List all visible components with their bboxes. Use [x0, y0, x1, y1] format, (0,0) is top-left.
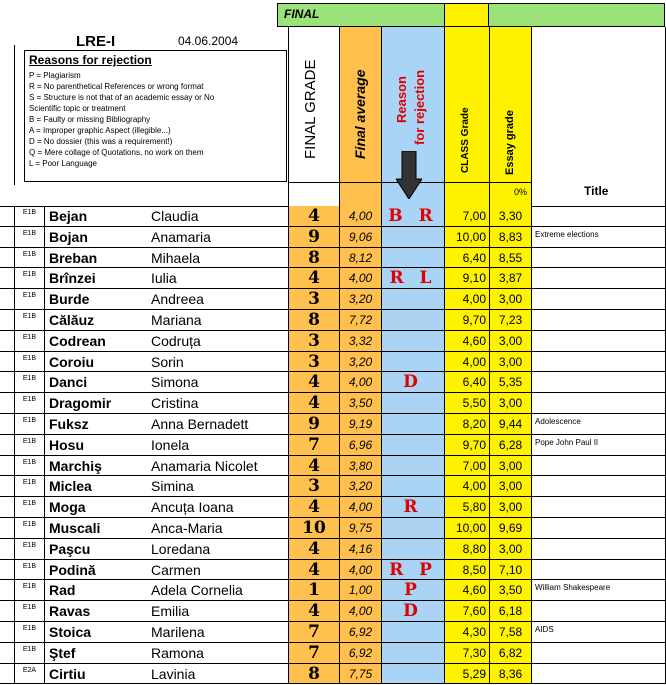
first-name-cell: Loredana	[151, 540, 211, 557]
final-average-cell: 3,20	[339, 289, 381, 309]
class-grade-cell: 10,00	[444, 518, 489, 538]
final-average-label: Final average	[352, 69, 368, 159]
surname-cell: Cirtiu	[44, 664, 148, 684]
essay-grade-cell: 6,28	[489, 435, 531, 455]
table-row	[0, 560, 666, 581]
title-header	[531, 27, 666, 206]
final-grade-cell: 4	[288, 268, 339, 288]
reason-label-2: for rejection	[412, 69, 427, 145]
class-grade-cell: 4,00	[444, 352, 489, 372]
essay-grade-cell: 3,00	[489, 456, 531, 476]
final-average-cell: 4,16	[339, 539, 381, 559]
table-row	[0, 248, 666, 269]
surname-cell: Stoica	[44, 622, 148, 642]
title-column-label: Title	[584, 184, 609, 198]
reason-cell	[381, 643, 444, 663]
final-average-header	[339, 27, 381, 206]
legend-item: P = Plagiarism	[29, 71, 81, 80]
final-grade-cell: 8	[288, 248, 339, 268]
reason-cell: B R	[381, 206, 444, 226]
group-cell: E1B	[14, 497, 44, 517]
title-cell: AIDS	[531, 622, 666, 642]
final-average-cell: 6,92	[339, 643, 381, 663]
title-cell: Pope John Paul II	[531, 435, 666, 455]
essay-grade-cell: 7,23	[489, 310, 531, 330]
table-row	[0, 539, 666, 560]
reason-cell: R	[381, 497, 444, 517]
surname-cell: Fuksz	[44, 414, 148, 434]
legend-title: Reasons for rejection	[29, 53, 152, 67]
group-cell: E1B	[14, 393, 44, 413]
essay-grade-header	[489, 27, 531, 206]
final-average-cell: 4,00	[339, 206, 381, 226]
table-row	[0, 331, 666, 352]
title-cell	[531, 248, 666, 268]
table-row	[0, 664, 666, 685]
final-grade-cell: 3	[288, 331, 339, 351]
final-average-cell: 3,50	[339, 393, 381, 413]
title-cell	[531, 310, 666, 330]
final-average-cell: 3,20	[339, 352, 381, 372]
first-name-cell: Cristina	[151, 395, 199, 412]
first-name-cell: Sorin	[151, 353, 184, 370]
group-cell: E1B	[14, 518, 44, 538]
final-grade-cell: 7	[288, 622, 339, 642]
table-row	[0, 643, 666, 664]
reason-cell: D	[381, 601, 444, 621]
class-grade-cell: 6,40	[444, 248, 489, 268]
reason-cell	[381, 456, 444, 476]
table-row	[0, 289, 666, 310]
final-average-cell: 6,96	[339, 435, 381, 455]
essay-grade-cell: 3,30	[489, 206, 531, 226]
header-block	[0, 27, 666, 207]
essay-grade-cell: 3,00	[489, 476, 531, 496]
surname-cell: Ravas	[44, 601, 148, 621]
table-row	[0, 310, 666, 331]
first-name-cell: Simona	[151, 374, 199, 391]
first-name-cell: Anca-Maria	[151, 519, 223, 536]
essay-grade-cell: 3,00	[489, 393, 531, 413]
group-cell: E1B	[14, 476, 44, 496]
class-grade-cell: 5,29	[444, 664, 489, 684]
surname-cell: Breban	[44, 248, 148, 268]
essay-grade-label: Essay grade	[504, 110, 516, 175]
reason-cell	[381, 248, 444, 268]
first-name-cell: Anamaria	[151, 228, 211, 245]
final-average-cell: 8,12	[339, 248, 381, 268]
title-cell	[531, 456, 666, 476]
group-cell: E1B	[14, 289, 44, 309]
final-grade-cell: 4	[288, 372, 339, 392]
title-cell	[531, 601, 666, 621]
surname-cell: Moga	[44, 497, 148, 517]
surname-cell: Bejan	[44, 206, 148, 226]
essay-percent: 0%	[514, 187, 528, 197]
reason-cell	[381, 331, 444, 351]
final-grade-cell: 4	[288, 206, 339, 226]
table-row	[0, 206, 666, 227]
final-grade-cell: 4	[288, 560, 339, 580]
essay-grade-cell: 8,55	[489, 248, 531, 268]
table-row	[0, 227, 666, 248]
title-cell	[531, 206, 666, 226]
class-grade-cell: 5,50	[444, 393, 489, 413]
sheet-date: 04.06.2004	[178, 34, 239, 48]
reason-cell	[381, 539, 444, 559]
first-name-cell: Anamaria Nicolet	[151, 457, 258, 474]
final-average-cell: 4,00	[339, 601, 381, 621]
surname-cell: Miclea	[44, 476, 148, 496]
table-row	[0, 476, 666, 497]
first-name-cell: Mariana	[151, 311, 202, 328]
reason-cell	[381, 393, 444, 413]
table-row	[0, 268, 666, 289]
first-name-cell: Anna Bernadett	[151, 415, 249, 432]
legend-item: A = Improper graphic Aspect (illegible...)	[29, 126, 171, 135]
student-rows	[0, 206, 666, 684]
final-grade-cell: 7	[288, 435, 339, 455]
essay-grade-cell: 3,00	[489, 352, 531, 372]
title-cell	[531, 497, 666, 517]
group-cell: E1B	[14, 310, 44, 330]
reason-cell	[381, 289, 444, 309]
group-cell: E1B	[14, 372, 44, 392]
essay-grade-cell: 3,00	[489, 539, 531, 559]
surname-cell: Călăuz	[44, 310, 148, 330]
essay-grade-cell: 9,69	[489, 518, 531, 538]
final-grade-header	[288, 27, 339, 206]
reason-cell	[381, 310, 444, 330]
surname-cell: Coroiu	[44, 352, 148, 372]
essay-grade-cell: 8,36	[489, 664, 531, 684]
class-grade-cell: 8,80	[444, 539, 489, 559]
surname-cell: Brînzei	[44, 268, 148, 288]
final-grade-cell: 4	[288, 393, 339, 413]
table-row	[0, 352, 666, 373]
reason-cell	[381, 622, 444, 642]
group-cell: E1B	[14, 580, 44, 600]
first-name-cell: Ancuța Ioana	[151, 499, 234, 516]
reason-cell	[381, 435, 444, 455]
reason-cell	[381, 227, 444, 247]
title-cell	[531, 518, 666, 538]
top-green-cell	[489, 3, 665, 27]
surname-cell: Paşcu	[44, 539, 148, 559]
surname-cell: Ştef	[44, 643, 148, 663]
first-name-cell: Mihaela	[151, 249, 201, 266]
class-grade-cell: 4,00	[444, 289, 489, 309]
table-row	[0, 518, 666, 539]
surname-cell: Rad	[44, 580, 148, 600]
class-grade-cell: 4,00	[444, 476, 489, 496]
legend-item: Q = Mere collage of Quotations, no work on them	[29, 148, 204, 157]
final-grade-cell: 8	[288, 310, 339, 330]
group-cell: E1B	[14, 227, 44, 247]
first-name-cell: Emilia	[151, 603, 190, 620]
group-cell: E1B	[14, 560, 44, 580]
surname-cell: Danci	[44, 372, 148, 392]
essay-grade-cell: 3,50	[489, 580, 531, 600]
final-grade-cell: 9	[288, 227, 339, 247]
final-average-cell: 3,32	[339, 331, 381, 351]
class-grade-cell: 6,40	[444, 372, 489, 392]
final-average-cell: 1,00	[339, 580, 381, 600]
title-cell	[531, 352, 666, 372]
surname-cell: Codrean	[44, 331, 148, 351]
final-average-cell: 6,92	[339, 622, 381, 642]
reason-cell	[381, 518, 444, 538]
reason-cell	[381, 664, 444, 684]
reason-cell	[381, 476, 444, 496]
final-grade-cell: 4	[288, 497, 339, 517]
group-cell: E1B	[14, 414, 44, 434]
legend-item: Scientific topic or treatment	[29, 104, 126, 113]
reason-cell: R P	[381, 560, 444, 580]
title-cell: Adolescence	[531, 414, 666, 434]
title-cell	[531, 643, 666, 663]
reason-cell	[381, 414, 444, 434]
final-average-cell: 3,20	[339, 476, 381, 496]
group-cell: E1B	[14, 248, 44, 268]
title-cell	[531, 539, 666, 559]
legend-item: S = Structure is not that of an academic essay or No	[29, 93, 215, 102]
essay-grade-cell: 3,00	[489, 289, 531, 309]
class-grade-cell: 7,30	[444, 643, 489, 663]
essay-grade-cell: 3,87	[489, 268, 531, 288]
group-cell: E1B	[14, 352, 44, 372]
reason-label-1: Reason	[394, 76, 409, 123]
table-row	[0, 497, 666, 518]
first-name-cell: Ionela	[151, 436, 190, 453]
group-cell: E1B	[14, 601, 44, 621]
final-average-cell: 7,75	[339, 664, 381, 684]
first-name-cell: Iulia	[151, 270, 177, 287]
legend-item: L = Poor Language	[29, 159, 97, 168]
surname-cell: Marchiş	[44, 456, 148, 476]
class-grade-cell: 9,70	[444, 310, 489, 330]
essay-grade-cell: 8,83	[489, 227, 531, 247]
table-row	[0, 456, 666, 477]
final-grade-cell: 4	[288, 539, 339, 559]
group-cell: E1B	[14, 268, 44, 288]
surname-cell: Bojan	[44, 227, 148, 247]
title-cell	[531, 664, 666, 684]
table-row	[0, 372, 666, 393]
essay-grade-cell: 3,00	[489, 331, 531, 351]
table-row	[0, 580, 666, 601]
first-name-cell: Claudia	[151, 208, 199, 224]
essay-grade-cell: 9,44	[489, 414, 531, 434]
group-cell: E1B	[14, 206, 44, 226]
title-cell	[531, 560, 666, 580]
final-average-cell: 4,00	[339, 560, 381, 580]
final-grade-cell: 10	[288, 518, 339, 538]
group-cell: E1B	[14, 331, 44, 351]
top-yellow-cell	[445, 3, 489, 27]
surname-cell: Muscali	[44, 518, 148, 538]
title-cell	[531, 289, 666, 309]
group-cell: E1B	[14, 643, 44, 663]
essay-grade-cell: 7,10	[489, 560, 531, 580]
first-name-cell: Lavinia	[151, 665, 196, 682]
title-cell	[531, 268, 666, 288]
final-average-cell: 9,06	[339, 227, 381, 247]
final-average-cell: 4,00	[339, 372, 381, 392]
group-cell: E1B	[14, 622, 44, 642]
essay-grade-cell: 6,82	[489, 643, 531, 663]
surname-cell: Hosu	[44, 435, 148, 455]
class-grade-cell: 4,60	[444, 331, 489, 351]
legend-item: D = No dossier (this was a requirement!)	[29, 137, 173, 146]
final-grade-cell: 3	[288, 352, 339, 372]
title-cell	[531, 331, 666, 351]
first-name-cell: Carmen	[151, 561, 201, 578]
essay-grade-cell: 3,00	[489, 497, 531, 517]
class-grade-cell: 7,00	[444, 206, 489, 226]
final-grade-cell: 7	[288, 643, 339, 663]
reason-cell: P	[381, 580, 444, 600]
group-cell: E1B	[14, 456, 44, 476]
title-cell	[531, 393, 666, 413]
essay-grade-cell: 7,58	[489, 622, 531, 642]
title-cell: Extreme elections	[531, 227, 666, 247]
first-name-cell: Andreea	[151, 291, 204, 308]
first-name-cell: Ramona	[151, 644, 204, 661]
class-grade-header	[444, 27, 489, 206]
final-grade-cell: 3	[288, 289, 339, 309]
surname-cell: Burde	[44, 289, 148, 309]
surname-cell: Dragomir	[44, 393, 148, 413]
group-cell: E2A	[14, 664, 44, 684]
rejection-legend	[24, 50, 287, 182]
first-name-cell: Codruța	[151, 332, 201, 349]
final-average-cell: 4,00	[339, 497, 381, 517]
table-row	[0, 622, 666, 643]
reason-cell	[381, 352, 444, 372]
legend-item: B = Faulty or missing Bibliography	[29, 115, 151, 124]
first-name-cell: Marilena	[151, 623, 205, 640]
table-row	[0, 601, 666, 622]
class-grade-cell: 10,00	[444, 227, 489, 247]
table-row	[0, 393, 666, 414]
first-name-cell: Adela Cornelia	[151, 582, 243, 599]
essay-grade-cell: 5,35	[489, 372, 531, 392]
final-grade-cell: 4	[288, 601, 339, 621]
class-grade-cell: 5,80	[444, 497, 489, 517]
class-grade-cell: 8,20	[444, 414, 489, 434]
group-cell: E1B	[14, 435, 44, 455]
final-grade-cell: 9	[288, 414, 339, 434]
reason-cell: R L	[381, 268, 444, 288]
reason-cell: D	[381, 372, 444, 392]
final-average-cell: 9,19	[339, 414, 381, 434]
table-row	[0, 414, 666, 435]
table-row	[0, 435, 666, 456]
class-grade-cell: 4,60	[444, 580, 489, 600]
essay-grade-cell: 6,18	[489, 601, 531, 621]
final-grade-label: FINAL GRADE	[302, 59, 319, 159]
surname-cell: Podină	[44, 560, 148, 580]
final-grade-cell: 3	[288, 476, 339, 496]
group-cell: E1B	[14, 539, 44, 559]
title-cell	[531, 476, 666, 496]
final-grade-cell: 4	[288, 456, 339, 476]
class-grade-cell: 9,10	[444, 268, 489, 288]
final-average-cell: 4,00	[339, 268, 381, 288]
sheet-title: LRE-I	[76, 33, 116, 50]
class-grade-cell: 7,60	[444, 601, 489, 621]
class-grade-cell: 7,00	[444, 456, 489, 476]
class-grade-cell: 9,70	[444, 435, 489, 455]
class-grade-cell: 8,50	[444, 560, 489, 580]
title-cell: William Shakespeare	[531, 580, 666, 600]
final-average-cell: 9,75	[339, 518, 381, 538]
final-average-cell: 7,72	[339, 310, 381, 330]
final-header-cell: FINAL	[277, 3, 445, 27]
final-grade-cell: 1	[288, 580, 339, 600]
down-arrow-icon	[396, 151, 422, 199]
final-average-cell: 3,80	[339, 456, 381, 476]
title-cell	[531, 372, 666, 392]
legend-item: R = No parenthetical References or wrong format	[29, 82, 204, 91]
final-grade-cell: 8	[288, 664, 339, 684]
class-grade-label: CLASS Grade	[460, 107, 471, 173]
first-name-cell: Simina	[151, 478, 194, 495]
class-grade-cell: 4,30	[444, 622, 489, 642]
